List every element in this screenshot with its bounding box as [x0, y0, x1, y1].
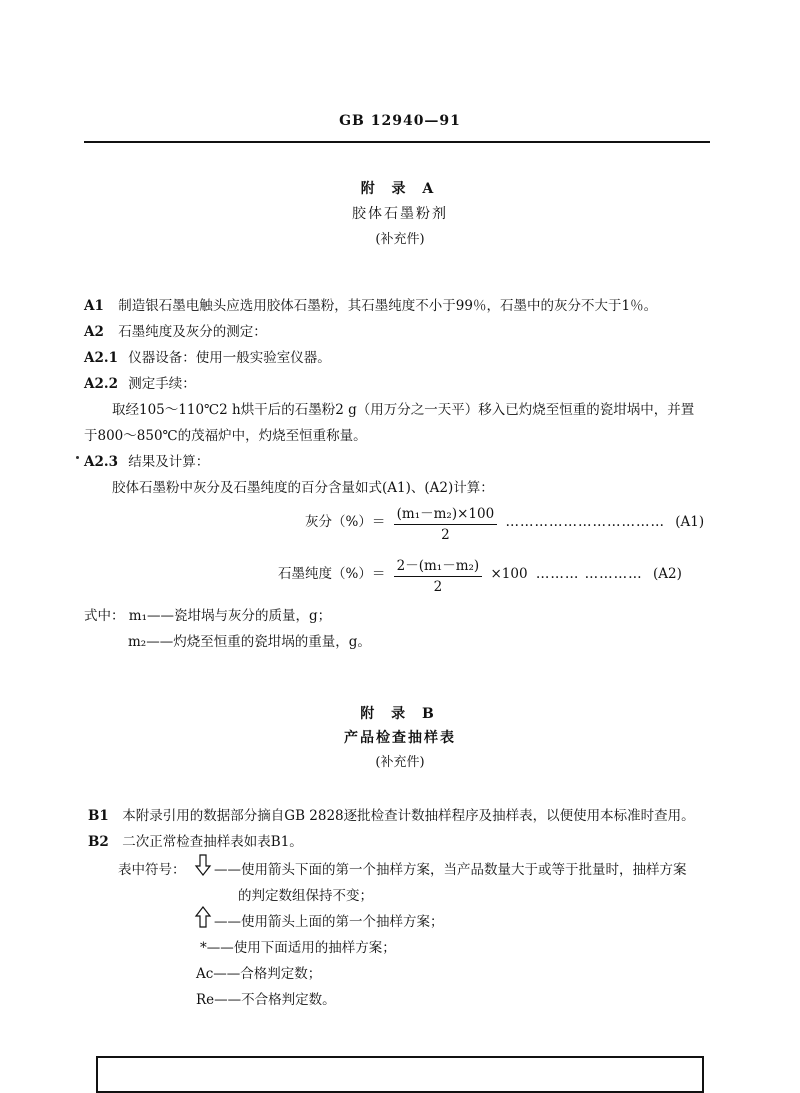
formula-a2-fraction [394, 554, 483, 595]
where-line-1 [84, 604, 331, 624]
where-label: 式中： [84, 608, 125, 624]
appendix-b-note: (补充件) [375, 755, 425, 770]
clause-b1-text: 本附录引用的数据部分摘自GB 2828逐批检查计数抽样程序及抽样表，以便使用本标准时查用。 [122, 808, 695, 824]
symbols-label: 表中符号： [118, 862, 186, 878]
clause-a23-body: 胶体石墨粉中灰分及石墨纯度的百分含量如式(A1)、(A2)计算： [112, 480, 494, 496]
clause-a1 [84, 294, 657, 314]
formula-a1 [305, 502, 704, 543]
clause-a2-text: 石墨纯度及灰分的测定： [118, 324, 267, 340]
formula-a2-tag: (A2) [652, 566, 682, 582]
formula-a1-fraction [394, 502, 498, 543]
clause-a2 [84, 320, 267, 340]
symbol-down-arrow-desc-cont: 的判定数组保持不变； [238, 888, 373, 904]
clause-a23-text: 结果及计算： [128, 454, 210, 470]
clause-b1-label: B1 [88, 808, 109, 824]
symbol-down-arrow-desc: ——使用箭头下面的第一个抽样方案，当产品数量大于或等于批量时，抽样方案 [214, 862, 687, 878]
clause-a22-text: 测定手续： [128, 376, 196, 392]
formula-a1-denominator: 2 [441, 527, 450, 543]
clause-a22 [84, 372, 196, 392]
clause-a22-body-line2: 于800～850℃的茂福炉中，灼烧至恒重称量。 [84, 428, 367, 444]
clause-a21-label: A2.1 [84, 350, 118, 366]
document-code: GB 12940—91 [339, 113, 461, 129]
appendix-b-title: 产品检查抽样表 [344, 730, 456, 746]
where-m2: m₂——灼烧至恒重的瓷坩埚的重量，g。 [128, 634, 371, 650]
arrow-up-icon [194, 906, 212, 928]
scan-speck [76, 456, 79, 459]
clause-b2 [88, 830, 303, 850]
clause-a22-body-line1: 取经105～110℃2 h烘干后的石墨粉2 g（用万分之一天平）移入已灼烧至恒重的瓷坩埚中，并置 [112, 402, 695, 418]
clause-a22-label: A2.2 [84, 376, 118, 392]
clause-b1 [88, 804, 695, 824]
appendix-a-heading: 附 录 A [360, 181, 440, 197]
symbol-re-desc: Re——不合格判定数。 [196, 992, 336, 1008]
formula-a2-denominator: 2 [433, 579, 443, 595]
clause-a2-label: A2 [84, 324, 104, 340]
formula-a2-multiplier: ×100 [490, 566, 528, 582]
clause-a1-label: A1 [84, 298, 104, 314]
header-rule [84, 141, 710, 143]
where-m1: m₁——瓷坩埚与灰分的质量，g； [128, 608, 332, 624]
formula-a2-leader: ……… ………… [535, 566, 643, 582]
formula-a1-numerator: (m₁－m₂)×100 [394, 502, 498, 525]
formula-a1-lhs: 灰分（%）＝ [305, 514, 386, 530]
arrow-down-icon [194, 854, 212, 876]
clause-a1-text: 制造银石墨电触头应选用胶体石墨粉，其石墨纯度不小于99％，石墨中的灰分不大于1％。 [118, 298, 658, 314]
clause-b2-text: 二次正常检查抽样表如表B1。 [122, 834, 303, 850]
formula-a1-leader: …………………………… [505, 514, 665, 530]
clause-a21 [84, 346, 331, 366]
appendix-a-title: 胶体石墨粉剂 [352, 206, 448, 222]
formula-a2-lhs: 石墨纯度（%）＝ [278, 566, 386, 582]
clause-a23-label: A2.3 [84, 454, 118, 470]
clause-a23 [84, 450, 209, 470]
symbol-ac-desc: Ac——合格判定数； [196, 966, 322, 982]
clause-a21-text: 仪器设备：使用一般实验室仪器。 [128, 350, 331, 366]
table-b1-frame [96, 1056, 704, 1093]
appendix-b-heading: 附 录 B [360, 706, 440, 722]
appendix-a-note: (补充件) [375, 232, 425, 247]
clause-b2-label: B2 [88, 834, 109, 850]
formula-a2-numerator: 2－(m₁－m₂) [394, 554, 483, 577]
symbol-star-desc: *——使用下面适用的抽样方案； [200, 940, 396, 956]
formula-a1-tag: (A1) [675, 514, 705, 530]
formula-a2 [278, 554, 682, 595]
symbol-up-arrow-desc: ——使用箭头上面的第一个抽样方案； [214, 914, 444, 930]
